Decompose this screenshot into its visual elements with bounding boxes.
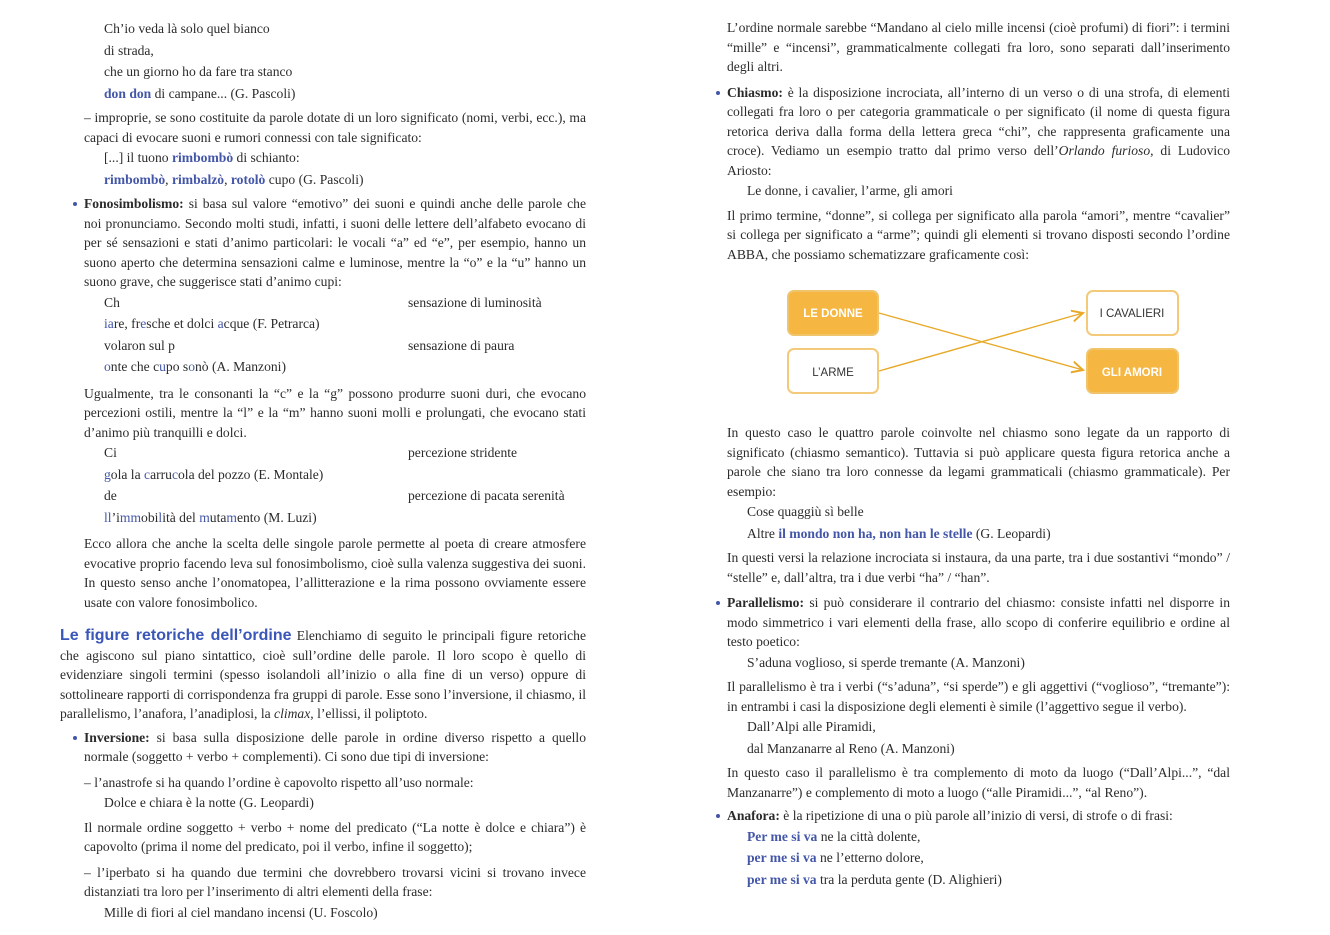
- text: ne l’etterno dolore,: [816, 850, 924, 865]
- pascoli-poem: [60, 18, 586, 104]
- left-column: [60, 18, 586, 923]
- text: re, fr: [113, 316, 141, 331]
- text: cque (F. Petrarca): [223, 316, 320, 331]
- chiasmo-diagram: [787, 290, 1182, 396]
- poem-line: [104, 169, 586, 191]
- fonosimbolismo-paragraph: [60, 194, 586, 292]
- highlight: ll: [104, 509, 112, 525]
- text: Altre: [747, 525, 779, 541]
- vowel-examples: [60, 292, 586, 378]
- term: Parallelismo:: [727, 595, 805, 610]
- versi-paragraph: In questi versi la relazione incrociata si instaura, da una parte, tra i due sostantivi “mondo” / “stelle” e, dall’altra, tra i due verbi “ha” / “han”.: [727, 550, 1230, 585]
- poem-line: che un giorno ho da fare tra stanco: [104, 64, 293, 79]
- highlight: Per me si va: [747, 828, 818, 844]
- poem-line: Ch’io veda là solo quel bianco: [104, 21, 270, 36]
- text: nò (A. Manzoni): [195, 359, 286, 374]
- highlight: ia: [104, 316, 114, 331]
- highlight: c: [144, 466, 151, 482]
- text: [...] il tuono: [104, 150, 172, 165]
- inversione-paragraph: [60, 728, 586, 767]
- highlight: e: [140, 316, 147, 331]
- section-title: Le figure retoriche dell’ordine: [60, 627, 292, 644]
- leopardi-line: [727, 523, 1230, 545]
- right-column: [727, 18, 1230, 890]
- highlight: o: [188, 359, 195, 374]
- highlight: l: [158, 509, 163, 525]
- term: Inversione:: [84, 729, 150, 745]
- text: obi: [141, 509, 159, 525]
- text: nte che c: [110, 359, 160, 374]
- text: ne la città dolente,: [817, 828, 921, 844]
- text: di schianto:: [233, 150, 300, 165]
- dante-line: [727, 869, 1230, 891]
- text: uta: [209, 509, 227, 525]
- alpi-explanation: In questo caso il parallelismo è tra complemento di moto da luogo (“Dall’Alpi...”, “dal Manzanarre”) e complemento di moto a luogo (“alle Piramidi...”, “al Reno”).: [727, 765, 1230, 800]
- text: di campane... (G. Pascoli): [151, 85, 296, 101]
- manzoni-example: S’aduna voglioso, si sperde tremante (A. Manzoni): [747, 654, 1025, 670]
- text: Ci: [104, 445, 117, 460]
- term: Fonosimbolismo:: [84, 196, 184, 211]
- primo-paragraph: Il primo termine, “donne”, si collega per significato alla parola “amori”, mentre “cavalier” si collega per significato a “arme”; quindi gli elementi si trovano disposti secondo l’ordine ABBA, che possiamo schematizzare graficamente così:: [727, 207, 1230, 262]
- text: ola del pozzo (E. Montale): [178, 466, 324, 482]
- pascoli-example: [60, 147, 586, 190]
- highlight: don don: [104, 85, 152, 101]
- iperbato-paragraph: – l’iperbato si ha quando due termini che dovrebbero trovarsi vicini si trovano invece distanziati tra loro per l’inserimento di altri elementi della frase:: [84, 864, 586, 899]
- alpi-line: Dall’Alpi alle Piramidi,: [747, 719, 876, 734]
- highlight: per me si va: [747, 871, 817, 887]
- box-label: GLI AMORI: [1101, 367, 1163, 379]
- term: Chiasmo:: [727, 84, 783, 100]
- term: Anafora:: [727, 808, 780, 823]
- text: ,: [224, 171, 231, 187]
- highlight: m: [226, 509, 237, 525]
- highlight: per me si va: [747, 850, 817, 865]
- chiasmo-paragraph: [727, 83, 1230, 181]
- sensation-label: sensazione di paura: [408, 337, 515, 353]
- text: ità del: [162, 509, 200, 525]
- normale-paragraph: Il normale ordine soggetto + verbo + nome del predicato (“La notte è dolce e chiara”) è capovolto (prima il nome del predicato, poi il verbo, infine il soggetto);: [84, 819, 586, 854]
- box-label: L’ARME: [812, 367, 854, 379]
- text: climax: [274, 706, 311, 721]
- highlight: mm: [119, 509, 142, 525]
- text: è la ripetizione di una o più parole all’inizio di versi, di strofe o di frasi:: [779, 808, 1173, 823]
- text: si basa sul valore “emotivo” dei suoni e quindi anche delle parole che noi pronunciamo. Secondo molti studi, infatti, i suoni delle lettere dell’alfabeto evocano di per sé sensazioni e stati d’animo particolari: le vocali “a” ed “e”, per esempio, hanno un suono aperto che determina sensazioni calme e luminose, mentre la “o” e la “u” hanno un suono grave, che suggerisce stati d’animo cupi:: [84, 196, 586, 289]
- parallelismo-explanation: Il parallelismo è tra i verbi (“s’aduna”, “si sperde”) e gli aggettivi (“voglioso”, “tremante”): in entrambi i casi la disposizione degli elementi è simile (l’aggettivo segue il verbo).: [727, 679, 1230, 714]
- text: , di Ludovico Ariosto:: [727, 143, 1230, 178]
- leopardi-line: Cose quaggiù sì belle: [747, 504, 864, 519]
- text: po s: [165, 359, 189, 374]
- text: arru: [150, 466, 172, 482]
- sensation-label: percezione stridente: [408, 445, 518, 460]
- ecco-paragraph: Ecco allora che anche la scelta delle singole parole permette al poeta di creare atmosfere evocative proprio facendo leva sul fonosimbolismo, cioè sulla valenza suggestiva dei suoni. In questo senso anche l’onomatopea, l’allitterazione e la rima possono ovviamente essere usate con valore fonosimbolico.: [84, 536, 586, 610]
- chiasmo-example: Le donne, i cavalier, l’arme, gli amori: [747, 183, 953, 198]
- text: volaron sul p: [104, 337, 175, 353]
- example-text: [104, 335, 408, 378]
- text: si basa sulla disposizione delle parole in ordine diverso rispetto a quello normale (soggetto + verbo + complementi). Ci sono due tipi di inversione:: [84, 729, 586, 764]
- text: sche et dolci: [146, 316, 218, 331]
- text: cupo (G. Pascoli): [265, 171, 364, 187]
- anafora-paragraph: [727, 806, 1230, 826]
- text: ’i: [111, 509, 120, 525]
- text: si può considerare il contrario del chiasmo: consiste infatti nel disporre in modo simmetrico i vari elementi della frase, allo scopo di conferire equilibrio e ordine al testo poetico:: [727, 595, 1230, 649]
- caso-paragraph: In questo caso le quattro parole coinvolte nel chiasmo sono legate da un rapporto di significato (chiasmo semantico). Tuttavia si può applicare questa figura retorica anche a parole che siano tra loro connesse da legami grammaticali (chiasmo grammaticale). Per esempio:: [727, 425, 1230, 499]
- highlight: il mondo non ha, non han le stelle: [778, 525, 973, 541]
- text: ola la: [110, 466, 145, 482]
- text: , l’ellissi, il poliptoto.: [310, 706, 428, 721]
- text: Elenchiamo di seguito le principali figure retoriche che agiscono sul piano sintattico, cioè sull’ordine delle parole. Il loro scopo è quello di evidenziare singoli termini (spesso isolandoli all’inizio o alla fine di un verso) oppure di sottolineare rapporti di corrispondenza fra gruppi di parole. Esse sono l’inversione, il chiasmo, il parallelismo, l’anafora, l’anadiplosi, la: [60, 628, 586, 721]
- highlight: g: [104, 466, 111, 482]
- poem-line: [104, 83, 586, 105]
- figure-ordine-paragraph: [60, 626, 586, 724]
- ordine-paragraph: L’ordine normale sarebbe “Mandano al cielo mille incensi (cioè profumi) di fiori”: i termini “mille” e “incensi”, grammaticalmente collegati fra loro, sono separati dall’inserimento degli altri.: [727, 20, 1230, 74]
- anastrofe-paragraph: – l’anastrofe si ha quando l’ordine è capovolto rispetto all’uso normale:: [84, 774, 474, 790]
- text: è la disposizione incrociata, all’interno di un verso o di una strofa, di elementi collegati fra loro o per categoria grammaticale o per significato (il nome di questa figura retorica deriva dalla forma della lettera greca “chi”, che rappresenta graficamente una croce). Vediamo un esempio tratto dal primo verso dell’: [727, 84, 1230, 158]
- highlight: a: [217, 316, 224, 331]
- iperbato-example: Mille di fiori al ciel mandano incensi (U. Foscolo): [104, 904, 378, 920]
- box-label: I CAVALIERI: [1099, 308, 1165, 320]
- text: (G. Leopardi): [972, 525, 1051, 541]
- dante-line: [727, 847, 1230, 869]
- parallelismo-paragraph: [727, 593, 1230, 652]
- text: de: [104, 488, 117, 503]
- highlight: o: [104, 359, 111, 374]
- text: tra la perduta gente (D. Alighieri): [816, 871, 1002, 887]
- example-row: [104, 335, 586, 378]
- box-label: LE DONNE: [803, 308, 863, 320]
- sensation-label: percezione di pacata serenità: [408, 488, 565, 503]
- consonant-examples: [60, 442, 586, 528]
- highlight: c: [171, 466, 178, 482]
- highlight: m: [199, 509, 210, 525]
- improprie-paragraph: – improprie, se sono costituite da parole dotate di un loro significato (nomi, verbi, ecc.), ma capaci di evocare suoni e rumori connessi con tale significato:: [84, 110, 586, 145]
- consonanti-paragraph: Ugualmente, tra le consonanti la “c” e la “g” possono produrre suoni duri, che evocano percezioni ostili, mentre la “l” e la “m” hanno suoni molli e prolungati, che evocano stati d’animo più tranquilli e dolci.: [84, 385, 586, 440]
- highlight: rotolò: [230, 171, 266, 187]
- text: ento (M. Luzi): [236, 509, 317, 525]
- poem-line: [104, 147, 586, 169]
- dante-line: [727, 826, 1230, 848]
- anastrofe-example: Dolce e chiara è la notte (G. Leopardi): [104, 795, 314, 810]
- example-row: [104, 485, 586, 528]
- example-row: [104, 442, 586, 485]
- example-text: [104, 485, 408, 528]
- text: ,: [165, 171, 172, 187]
- poem-line: di strada,: [104, 42, 154, 58]
- highlight: rimbombò: [104, 171, 166, 187]
- highlight: u: [159, 359, 166, 374]
- highlight: rimbombò: [171, 150, 234, 165]
- sensation-label: sensazione di luminosità: [408, 294, 542, 310]
- alpi-line: dal Manzanarre al Reno (A. Manzoni): [747, 740, 955, 756]
- example-text: [104, 442, 408, 485]
- example-row: [104, 292, 586, 335]
- text: Ch: [104, 294, 120, 310]
- highlight: rimbalzò: [171, 171, 225, 187]
- example-text: [104, 292, 408, 335]
- text: Orlando furioso: [1058, 143, 1151, 158]
